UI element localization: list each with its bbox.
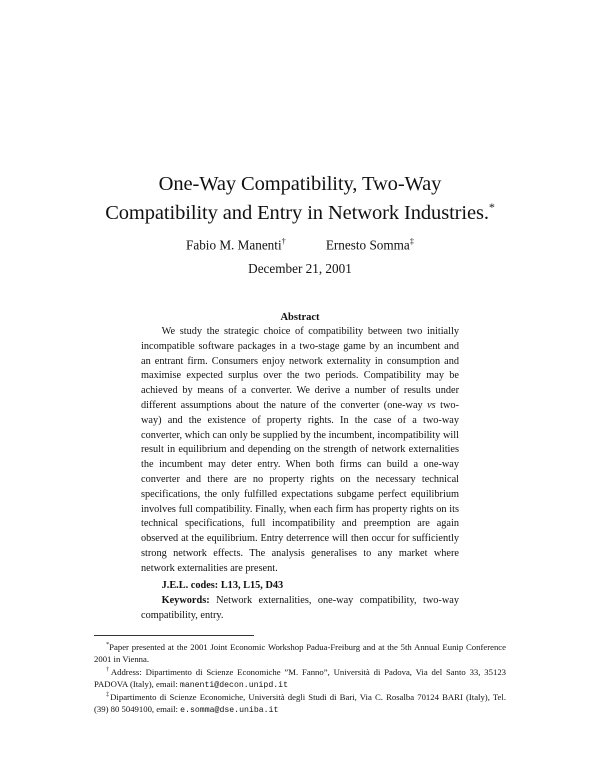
author-list — [0, 233, 600, 253]
jel-codes — [141, 579, 459, 594]
paper-title-text: Compatibility and Entry in Network Industries. — [105, 201, 489, 224]
footnote-2-email[interactable]: manenti@decon.unipd.it — [179, 681, 288, 691]
paper-date: December 21, 2001 — [248, 261, 352, 276]
author-2 — [326, 233, 414, 253]
footnote-divider — [94, 635, 254, 636]
abstract-text-part-2: two-way) and the existence of property rights. In the case of a two-way converter, which can only be supplied by the incumbent, incompatibility will result in equilibrium and depending on the strength of network externalities the incumbent may deter entry. When both firms can build a one-way converter and there are no property rights on the necessary technical specifications, the only fulfilled expectations subgame perfect equilibrium involves full compatibility. Finally, when each firm has property rights on its technical specifications, full incompatibility and preemption are again observed at the equilibrium. Entry deterrence will then occur for sufficiently strong network effects. The analysis generalises to any market where network externalities are present. — [141, 399, 459, 574]
keywords — [141, 594, 459, 624]
keywords-label: Keywords: — [161, 595, 210, 606]
abstract-text-part-1: We study the strategic choice of compatibility between two initially incompatible software packages in a two-stage game by an incumbent and an entrant firm. Consumers enjoy network externality in consumption and maximise expected surplus over the two periods. Compatibility may be achieved by means of a converter. We derive a number of results under different assumptions about the nature of the converter (one-way — [141, 326, 459, 411]
author-2-name: Ernesto Somma — [325, 237, 410, 253]
footnote-2-mark: † — [106, 667, 111, 673]
title-footnote-mark: * — [488, 200, 495, 214]
footnote-3 — [94, 689, 506, 717]
footnote-1-text: Paper presented at the 2001 Joint Economic Workshop Padua-Freiburg and at the 5th Annual Eunip Conference 2001 in Vienna. — [94, 641, 506, 665]
author-1-name: Fabio M. Manenti — [186, 237, 282, 253]
keywords-text: Network externalities, one-way compatibility, two-way compatibility, entry. — [141, 595, 460, 621]
footnote-3-text: Dipartimento di Scienze Economiche, Università degli Studi di Bari, Via C. Rosalba 70124 BARI (Italy), Tel. (39) 80 5049100, email: — [94, 691, 506, 715]
paper-title-line-1: One-Way Compatibility, Two-Way — [158, 173, 442, 195]
abstract-body — [141, 325, 459, 577]
abstract-heading: Abstract — [280, 312, 320, 323]
author-2-footnote-mark: ‡ — [409, 236, 414, 246]
paper-title-line-2 — [0, 195, 600, 225]
footnote-1-mark: * — [106, 642, 110, 648]
footnote-1 — [94, 639, 506, 665]
footnote-3-mark: ‡ — [106, 692, 111, 698]
author-1-footnote-mark: † — [281, 236, 286, 246]
jel-label: J.E.L. codes: — [161, 580, 219, 591]
abstract-vs: vs — [427, 399, 436, 411]
footnote-3-email[interactable]: e.somma@dse.uniba.it — [180, 706, 279, 716]
jel-code-values: L13, L15, D43 — [220, 580, 284, 591]
footnote-2-text: Address: Dipartimento di Scienze Economiche ”M. Fanno”, Università di Padova, Via del Santo 33, 35123 PADOVA (Italy), email: — [94, 666, 507, 690]
author-1 — [186, 233, 286, 253]
